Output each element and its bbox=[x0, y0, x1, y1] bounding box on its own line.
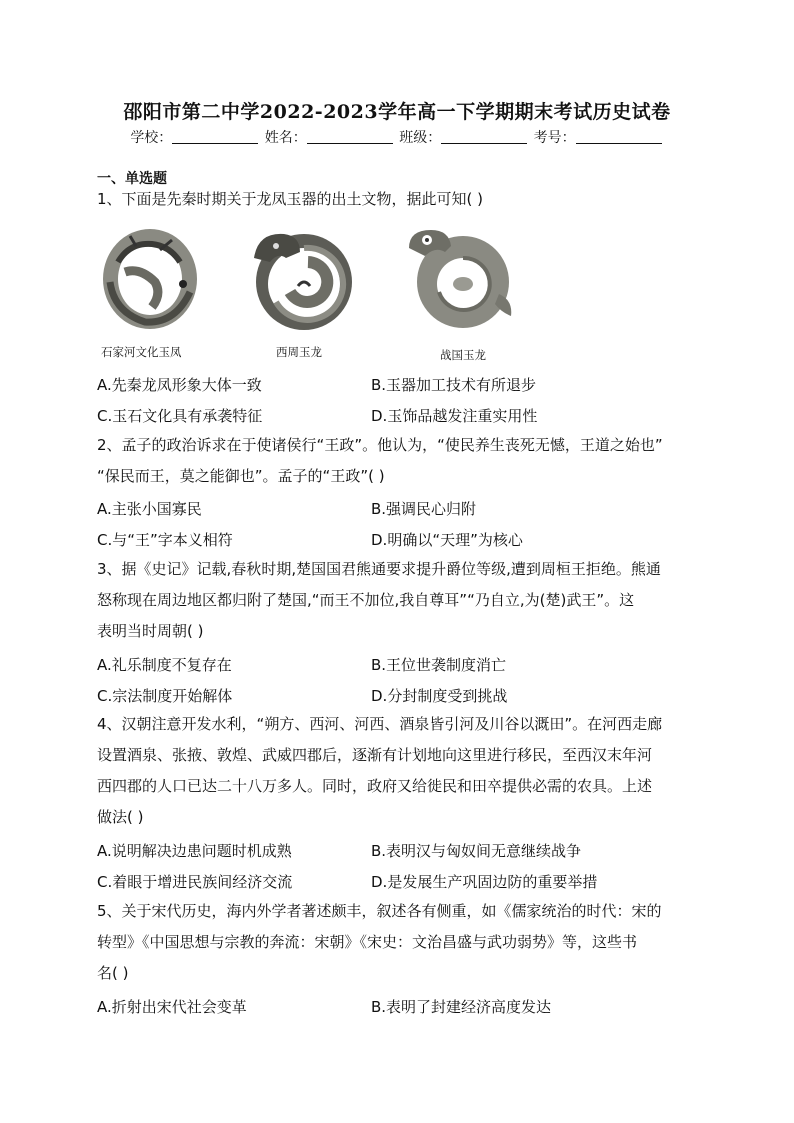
q3-option-d[interactable]: D.分封制度受到挑战 bbox=[371, 687, 508, 705]
question-4-stem bbox=[97, 709, 703, 833]
question-1-stem: 1、下面是先秦时期关于龙凤玉器的出土文物，据此可知( ) bbox=[97, 190, 484, 208]
question-5-line-3: 名( ) bbox=[97, 964, 129, 982]
exam-number-blank[interactable] bbox=[576, 129, 662, 144]
question-4-line-3: 西四郡的人口已达二十八万多人。同时，政府又给徙民和田卒提供必需的农具。上述 bbox=[97, 777, 653, 795]
question-3-line-3: 表明当时周朝( ) bbox=[97, 622, 204, 640]
question-3-line-1: 3、据《史记》记载,春秋时期,楚国国君熊通要求提升爵位等级,遭到周桓王拒绝。熊通 bbox=[97, 560, 661, 578]
q3-option-a[interactable]: A.礼乐制度不复存在 bbox=[97, 656, 232, 674]
q3-option-b[interactable]: B.王位世袭制度消亡 bbox=[371, 656, 507, 674]
q2-option-b[interactable]: B.强调民心归附 bbox=[371, 500, 477, 518]
q1-option-d[interactable]: D.玉饰品越发注重实用性 bbox=[371, 407, 538, 425]
q4-option-a[interactable]: A.说明解决边患问题时机成熟 bbox=[97, 842, 292, 860]
exam-number-label: 考号： bbox=[533, 130, 576, 146]
q2-option-c[interactable]: C.与“王”字本义相符 bbox=[97, 531, 233, 549]
class-blank[interactable] bbox=[441, 129, 527, 144]
school-label: 学校： bbox=[130, 130, 173, 146]
question-2-line-1: 2、孟子的政治诉求在于使诸侯行“王政”。他认为，“使民养生丧死无憾，王道之始也” bbox=[97, 436, 663, 454]
q3-option-c[interactable]: C.宗法制度开始解体 bbox=[97, 687, 233, 705]
exam-title: 邵阳市第二中学2022-2023学年高一下学期期末考试历史试卷 bbox=[123, 101, 671, 123]
question-4-line-4: 做法( ) bbox=[97, 808, 144, 826]
question-3-line-2: 怒称现在周边地区都归附了楚国,“而王不加位,我自尊耳”“乃自立,为(楚)武王”。这 bbox=[97, 591, 635, 609]
figure-caption-1: 石家河文化玉凤 bbox=[101, 345, 182, 359]
school-blank[interactable] bbox=[172, 129, 258, 144]
jade-dragon-warring-states-image bbox=[405, 222, 517, 332]
q5-option-b[interactable]: B.表明了封建经济高度发达 bbox=[371, 998, 552, 1016]
q4-option-c[interactable]: C.着眼于增进民族间经济交流 bbox=[97, 873, 293, 891]
jade-dragon-western-zhou-image bbox=[248, 222, 356, 332]
q1-option-b[interactable]: B.玉器加工技术有所退步 bbox=[371, 376, 537, 394]
q2-option-a[interactable]: A.主张小国寡民 bbox=[97, 500, 202, 518]
name-label: 姓名： bbox=[264, 130, 307, 146]
figure-caption-2: 西周玉龙 bbox=[276, 345, 322, 359]
question-5-line-2: 转型》《中国思想与宗教的奔流：宋朝》《宋史：文治昌盛与武功弱势》等，这些书 bbox=[97, 933, 638, 951]
jade-phoenix-image bbox=[100, 222, 200, 332]
q4-option-d[interactable]: D.是发展生产巩固边防的重要举措 bbox=[371, 873, 598, 891]
question-4-line-1: 4、汉朝注意开发水利，“朔方、西河、河西、酒泉皆引河及川谷以溉田”。在河西走廊 bbox=[97, 715, 663, 733]
question-5-line-1: 5、关于宋代历史，海内外学者著述颇丰，叙述各有侧重，如《儒家统治的时代：宋的 bbox=[97, 902, 662, 920]
section-heading: 一、单选题 bbox=[97, 171, 167, 187]
question-5-stem bbox=[97, 896, 703, 989]
student-info-line bbox=[0, 127, 794, 147]
question-2-line-2: “保民而王，莫之能御也”。孟子的“王政”( ) bbox=[97, 467, 385, 485]
q1-option-c[interactable]: C.玉石文化具有承袭特征 bbox=[97, 407, 263, 425]
name-blank[interactable] bbox=[307, 129, 393, 144]
question-2-stem bbox=[97, 430, 703, 492]
class-label: 班级： bbox=[399, 130, 442, 146]
q1-option-a[interactable]: A.先秦龙凤形象大体一致 bbox=[97, 376, 262, 394]
question-4-line-2: 设置酒泉、张掖、敦煌、武威四郡后，逐渐有计划地向这里进行移民，至西汉末年河 bbox=[97, 746, 653, 764]
q4-option-b[interactable]: B.表明汉与匈奴间无意继续战争 bbox=[371, 842, 582, 860]
q2-option-d[interactable]: D.明确以“天理”为核心 bbox=[371, 531, 523, 549]
q5-option-a[interactable]: A.折射出宋代社会变革 bbox=[97, 998, 247, 1016]
figure-caption-3: 战国玉龙 bbox=[440, 348, 486, 362]
question-3-stem bbox=[97, 554, 703, 647]
